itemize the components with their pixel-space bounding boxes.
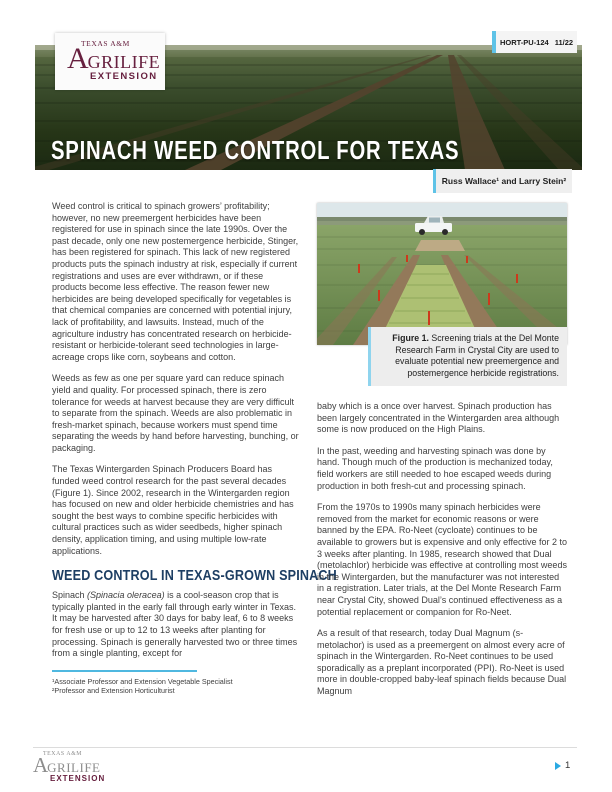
paragraph: Weed control is critical to spinach growers’ profitability; however, no new preemergent herbicides have been registered for use in spinach since the late 1990s. Over the past decade, only one new postemergence herbicide, Stinger, has been registered for spinach. This lack of new registered products puts the spinach industry at risk, especially if current registrations and uses are ever withdrawn, or if these products become less effective. The reason fewer new herbicides are being developed specifically for vegetables is that chemical companies are concerned with potential injury, lack of profitability, and lawsuits. Instead, much of the agriculture industry has concentrated research on herbicide-resistant or herbicide-tolerant seed technologies in large-acreage crops like corn, soybeans and cotton. <box>52 201 299 362</box>
section-heading: WEED CONTROL IN TEXAS-GROWN SPINACH <box>52 567 337 585</box>
page-marker-icon <box>555 762 561 770</box>
footer-agrilife-logo: TEXAS A&M A GRILIFE EXTENSION <box>33 751 106 783</box>
paragraph: Weeds as few as one per square yard can reduce spinach yield and quality. For processed spinach, there is zero tolerance for weeds at harvest because they are very difficult to separate from the spinach. Weeds are also problematic in fresh-market spinach, because workers must spend time separating the weeds by hand before harvesting, bunching, or packaging. <box>52 373 299 453</box>
paragraph: Spinach (Spinacia oleracea) is a cool-season crop that is typically planted in the early fall through early winter in Texas. It may be harvested after 30 days for baby leaf, 6 to 8 weeks for fresh use or up to 12 to 13 weeks after planting for processing. Spinach is generally harvested two or three times from a single planting, except for <box>52 590 298 659</box>
footnotes <box>52 677 300 696</box>
right-column <box>317 197 567 708</box>
footnote-divider <box>52 670 197 672</box>
scientific-name: (Spinacia oleracea) <box>87 590 165 601</box>
left-column <box>52 197 337 696</box>
paragraph: In the past, weeding and harvesting spinach was done by hand. Though much of the production is mechanized today, field workers are still needed to hoe escaped weeds during production in both fresh-cut and processing spinach. <box>317 445 553 491</box>
figure1-photo <box>317 203 567 345</box>
publication-number-badge <box>492 31 577 53</box>
paragraph: The Texas Wintergarden Spinach Producers Board has funded weed control research for the past several decades (Figure 1). Since 2002, research in the Wintergarden region has focused on new and older herbicide chemistries and has sought the best ways to combine specific herbicides with cultural practices such as wider seedbeds, higher spinach density, application timing, and using multiple low-rate applications. <box>52 464 294 556</box>
paragraph: baby which is a once over harvest. Spinach production has been largely concentrated in the Wintergarden area although some is now produced on the High Plains. <box>317 401 560 435</box>
page-title: SPINACH WEED CONTROL FOR TEXAS <box>51 135 460 165</box>
footnote: ¹Associate Professor and Extension Vegetable Specialist <box>52 676 233 686</box>
figure-label: Figure 1. <box>392 333 429 343</box>
agrilife-extension-logo <box>55 33 165 90</box>
figure1-caption: Figure 1. Screening trials at the Del Monte Research Farm in Crystal City are used to evaluate potential new preemergence and postemergence herbicide registrations. <box>368 327 567 386</box>
logo-extension-text: EXTENSION <box>90 70 158 82</box>
logo-texas-am-text: TEXAS A&M <box>81 39 130 48</box>
logo-agrilife-text: A GRILIFE <box>67 41 161 75</box>
footer-divider <box>33 747 577 748</box>
paragraph: As a result of that research, today Dual Magnum (s-metolachor) is used as a preemergent on almost every acre of spinach in the Wintergarden. Ro-Neet continues to be used sporadically as a preplant incorporated (PPI). Ro-Neet is used more in double-cropped baby-leaf spinach fields because Dual Magnum <box>317 628 567 697</box>
page-number-value: 1 <box>565 760 571 771</box>
publication-code: HORT-PU-124 <box>499 37 549 47</box>
logo-big-a: A <box>67 41 89 75</box>
footnote: ²Professor and Extension Horticulturist <box>52 686 175 696</box>
paragraph: From the 1970s to 1990s many spinach herbicides were removed from the market for economic reasons or were banned by the EPA. Ro-Neet (cycloate) continues to be available to growers but is expensive and only effective for 2 to 3 weeks after planting. In 1985, research showed that Dual (metolachlor) herbicide was effective at controlling most weeds in the Wintergarden, but the manufacturer was not interested in a registration. Later trials, at the Del Monte Research Farm near Crystal City, showed Dual’s continued effectiveness as a potential replacement or companion for Ro-Neet. <box>317 502 567 617</box>
authors-badge: Russ Wallace¹ and Larry Stein² <box>433 169 572 193</box>
publication-date: 11/22 <box>554 37 574 47</box>
page-number <box>555 760 570 771</box>
figure-1 <box>317 203 567 391</box>
